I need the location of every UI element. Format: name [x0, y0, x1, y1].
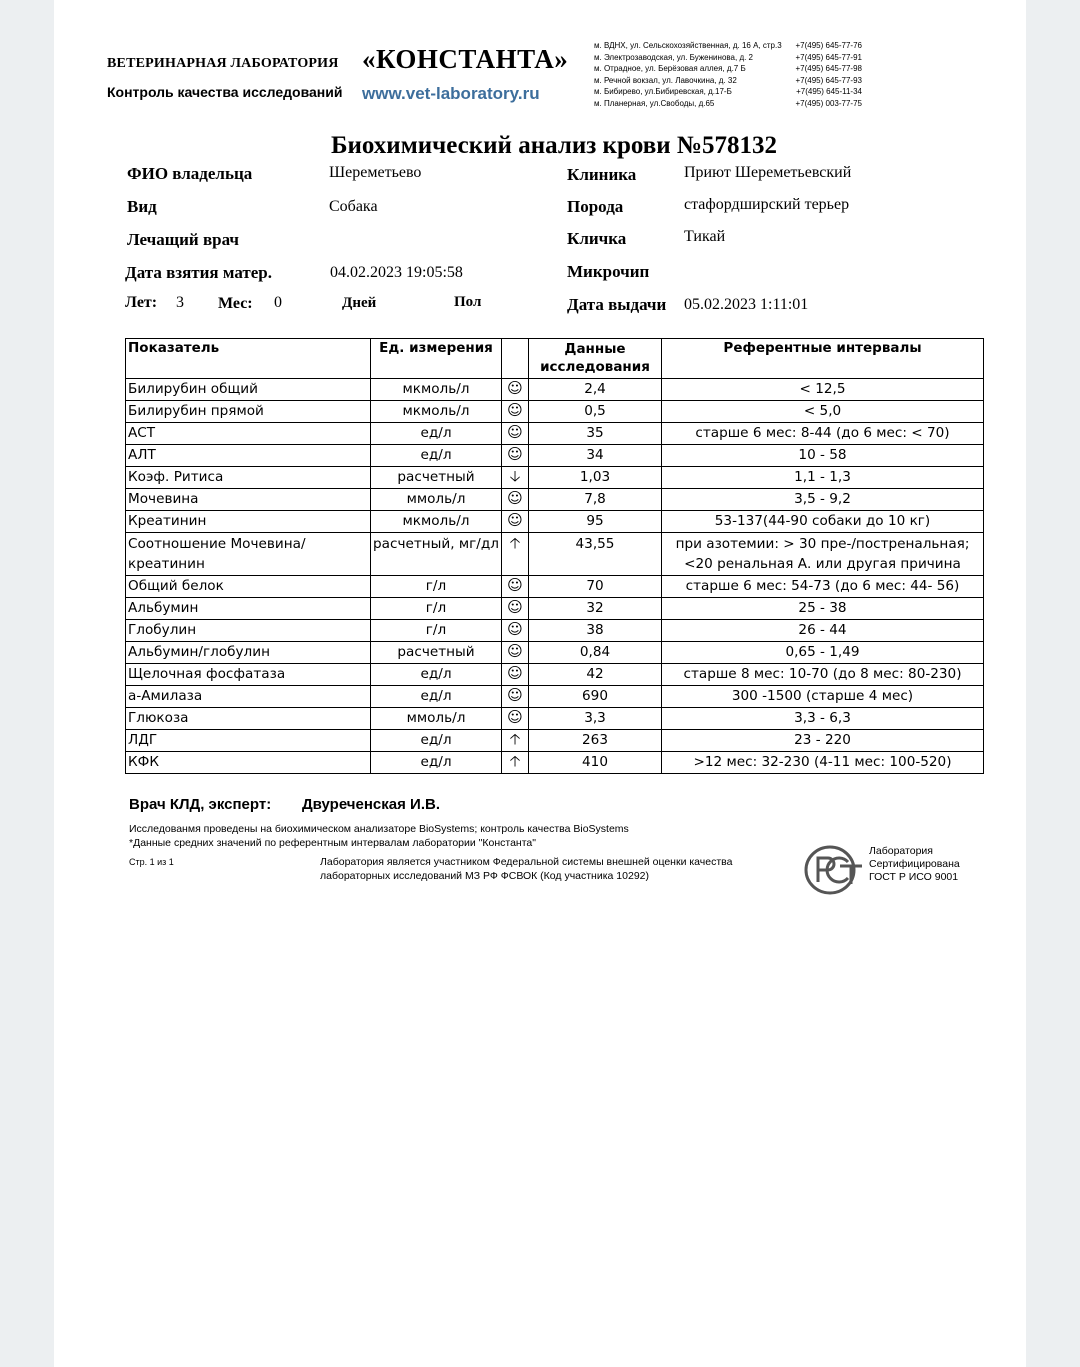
fsvok-note: Лаборатория является участником Федеральной системы внешней оценки качества лабораторных исследований МЗ РФ ФСВОК (Код участника 10292): [320, 856, 733, 882]
species-value: Собака: [329, 198, 378, 215]
indicator-value: 38: [529, 620, 662, 642]
indicator-unit: г/л: [371, 598, 502, 620]
reference-range: 1,1 - 1,3: [662, 467, 984, 489]
indicator-name: Креатинин: [126, 511, 371, 533]
reference-range: 25 - 38: [662, 598, 984, 620]
reference-range: 300 -1500 (старше 4 мес): [662, 686, 984, 708]
clinic-value: Приют Шереметьевский: [684, 164, 852, 181]
document-title: Биохимический анализ крови №578132: [330, 132, 778, 159]
table-row: [126, 708, 984, 730]
col-header-name: Показатель: [126, 339, 371, 379]
indicator-value: 42: [529, 664, 662, 686]
report-page: [54, 0, 1026, 1367]
indicator-name: Глюкоза: [126, 708, 371, 730]
indicator-value: 34: [529, 445, 662, 467]
indicator-unit: ммоль/л: [371, 708, 502, 730]
reference-range: < 12,5: [662, 379, 984, 401]
indicator-value: 1,03: [529, 467, 662, 489]
expert-label: Врач КЛД, эксперт:: [129, 796, 272, 813]
indicator-unit: г/л: [371, 576, 502, 598]
reference-range: старше 8 мес: 10-70 (до 8 мес: 80-230): [662, 664, 984, 686]
table-row: [126, 467, 984, 489]
arrow-up-icon: 🡡: [502, 730, 529, 752]
indicator-unit: мкмоль/л: [371, 401, 502, 423]
reference-range: < 5,0: [662, 401, 984, 423]
indicator-unit: ммоль/л: [371, 489, 502, 511]
indicator-name: АЛТ: [126, 445, 371, 467]
indicator-value: 7,8: [529, 489, 662, 511]
indicator-name: АСТ: [126, 423, 371, 445]
owner-label: ФИО владельца: [127, 164, 253, 183]
table-row: [126, 686, 984, 708]
reference-range: старше 6 мес: 8-44 (до 6 мес: < 70): [662, 423, 984, 445]
breed-value: стафордширский терьер: [684, 196, 850, 213]
lab-brand: «КОНСТАНТА»: [362, 44, 569, 74]
address-row: м. Планерная, ул.Свободы, д.65 +7(495) 003-77-75: [594, 98, 862, 108]
table-row: [126, 752, 984, 774]
rst-certification-icon: [804, 844, 864, 896]
indicator-name: Глобулин: [126, 620, 371, 642]
reference-range: 10 - 58: [662, 445, 984, 467]
col-header-flag: [502, 339, 529, 379]
address-list: [594, 40, 862, 109]
reference-note: *Данные средних значений по референтным интервалам лаборатории "Константа": [129, 837, 536, 849]
table-row: [126, 664, 984, 686]
table-row: [126, 533, 984, 576]
indicator-unit: ед/л: [371, 752, 502, 774]
table-row: [126, 576, 984, 598]
normal-smiley-icon: ☺: [502, 642, 529, 664]
years-value: 3: [176, 294, 184, 311]
indicator-unit: ед/л: [371, 686, 502, 708]
table-row: [126, 379, 984, 401]
reference-range: 53-137(44-90 собаки до 10 кг): [662, 511, 984, 533]
table-row: [126, 489, 984, 511]
address-row: м. ВДНХ, ул. Сельскохозяйственная, д. 16 А, стр.3 +7(495) 645-77-76: [594, 41, 862, 50]
indicator-unit: г/л: [371, 620, 502, 642]
years-label: Лет:: [125, 294, 158, 311]
address-row: м. Отрадное, ул. Берёзовая аллея, д.7 Б +7(495) 645-77-98: [594, 64, 862, 73]
reference-range: 3,5 - 9,2: [662, 489, 984, 511]
indicator-unit: расчетный, мг/дл: [371, 533, 502, 576]
normal-smiley-icon: ☺: [502, 489, 529, 511]
table-row: [126, 445, 984, 467]
indicator-name: ЛДГ: [126, 730, 371, 752]
species-label: Вид: [127, 197, 157, 216]
table-row: [126, 423, 984, 445]
sex-label: Пол: [454, 294, 482, 310]
cert-line-3: ГОСТ Р ИСО 9001: [869, 871, 959, 883]
indicator-name: Соотношение Мочевина/креатинин: [126, 533, 371, 576]
normal-smiley-icon: ☺: [502, 686, 529, 708]
normal-smiley-icon: ☺: [502, 576, 529, 598]
indicator-unit: ед/л: [371, 423, 502, 445]
indicator-value: 0,5: [529, 401, 662, 423]
certification-text: [869, 845, 960, 884]
indicator-name: Общий белок: [126, 576, 371, 598]
reference-range: >12 мес: 32-230 (4-11 мес: 100-520): [662, 752, 984, 774]
indicator-name: КФК: [126, 752, 371, 774]
reference-range: старше 6 мес: 54-73 (до 6 мес: 44- 56): [662, 576, 984, 598]
issue-date-label: Дата выдачи: [567, 295, 667, 314]
sample-date-label: Дата взятия матер.: [125, 263, 272, 282]
results-table: [125, 338, 984, 774]
cert-line-1: Лаборатория: [869, 845, 933, 857]
website-link[interactable]: www.vet-laboratory.ru: [362, 84, 540, 103]
months-label: Мес:: [218, 295, 253, 312]
table-row: [126, 598, 984, 620]
indicator-name: Билирубин прямой: [126, 401, 371, 423]
clinic-label: Клиника: [567, 165, 637, 184]
cert-line-2: Сертифицирована: [869, 858, 960, 870]
days-label: Дней: [342, 295, 377, 311]
pet-name-value: Тикай: [684, 228, 726, 245]
indicator-name: Билирубин общий: [126, 379, 371, 401]
reference-range: 26 - 44: [662, 620, 984, 642]
indicator-value: 0,84: [529, 642, 662, 664]
indicator-unit: ед/л: [371, 445, 502, 467]
reference-range: при азотемии: > 30 пре-/постренальная; <20 ренальная А. или другая причина: [662, 533, 984, 576]
expert-name: Двуреченская И.В.: [302, 796, 440, 813]
indicator-value: 95: [529, 511, 662, 533]
indicator-name: Мочевина: [126, 489, 371, 511]
table-row: [126, 642, 984, 664]
table-row: [126, 730, 984, 752]
arrow-down-icon: 🡣: [502, 467, 529, 489]
pet-name-label: Кличка: [567, 229, 627, 248]
indicator-value: 3,3: [529, 708, 662, 730]
normal-smiley-icon: ☺: [502, 598, 529, 620]
normal-smiley-icon: ☺: [502, 401, 529, 423]
indicator-name: Щелочная фосфатаза: [126, 664, 371, 686]
normal-smiley-icon: ☺: [502, 708, 529, 730]
indicator-name: Коэф. Ритиса: [126, 467, 371, 489]
indicator-name: а-Амилаза: [126, 686, 371, 708]
indicator-unit: ед/л: [371, 664, 502, 686]
breed-label: Порода: [567, 197, 624, 216]
indicator-unit: расчетный: [371, 642, 502, 664]
reference-range: 23 - 220: [662, 730, 984, 752]
normal-smiley-icon: ☺: [502, 423, 529, 445]
indicator-unit: мкмоль/л: [371, 511, 502, 533]
indicator-value: 263: [529, 730, 662, 752]
table-row: [126, 511, 984, 533]
table-row: [126, 401, 984, 423]
address-row: м. Электрозаводская, ул. Буженинова, д. 2 +7(495) 645-77-91: [594, 52, 862, 62]
issue-date-value: 05.02.2023 1:11:01: [684, 296, 809, 313]
owner-value: Шереметьево: [329, 164, 422, 181]
col-header-value: Данные исследования: [529, 339, 662, 379]
indicator-value: 410: [529, 752, 662, 774]
page-number: Стр. 1 из 1: [129, 857, 174, 867]
cert-logo-text: РСТ: [810, 894, 812, 895]
months-value: 0: [274, 294, 282, 311]
normal-smiley-icon: ☺: [502, 620, 529, 642]
reference-range: 0,65 - 1,49: [662, 642, 984, 664]
analyzer-note: Исследованмя проведены на биохимическом анализаторе BioSystems; контроль качества BioSystems: [129, 823, 629, 835]
indicator-value: 2,4: [529, 379, 662, 401]
quality-control-text: Контроль качества исследований: [107, 84, 343, 100]
indicator-value: 32: [529, 598, 662, 620]
indicator-unit: расчетный: [371, 467, 502, 489]
indicator-name: Альбумин: [126, 598, 371, 620]
col-header-reference: Референтные интервалы: [662, 339, 984, 379]
address-row: м. Бибирево, ул.Бибиревская, д.17-Б +7(495) 645-11-34: [594, 87, 862, 96]
indicator-value: 70: [529, 576, 662, 598]
table-header-row: [126, 339, 984, 379]
microchip-label: Микрочип: [567, 262, 650, 281]
sample-date-value: 04.02.2023 19:05:58: [330, 264, 463, 281]
lab-name: ВЕТЕРИНАРНАЯ ЛАБОРАТОРИЯ: [107, 56, 339, 71]
normal-smiley-icon: ☺: [502, 445, 529, 467]
normal-smiley-icon: ☺: [502, 511, 529, 533]
arrow-up-icon: 🡡: [502, 752, 529, 774]
indicator-value: 35: [529, 423, 662, 445]
reference-range: 3,3 - 6,3: [662, 708, 984, 730]
address-row: м. Речной вокзал, ул. Лавочкина, д. 32 +7(495) 645-77-93: [594, 75, 862, 85]
table-row: [126, 620, 984, 642]
indicator-name: Альбумин/глобулин: [126, 642, 371, 664]
indicator-unit: ед/л: [371, 730, 502, 752]
normal-smiley-icon: ☺: [502, 379, 529, 401]
arrow-up-icon: 🡡: [502, 533, 529, 576]
certification-logo: [804, 844, 864, 901]
indicator-value: 43,55: [529, 533, 662, 576]
normal-smiley-icon: ☺: [502, 664, 529, 686]
indicator-unit: мкмоль/л: [371, 379, 502, 401]
col-header-unit: Ед. измерения: [371, 339, 502, 379]
indicator-value: 690: [529, 686, 662, 708]
doctor-label: Лечащий врач: [127, 230, 239, 249]
